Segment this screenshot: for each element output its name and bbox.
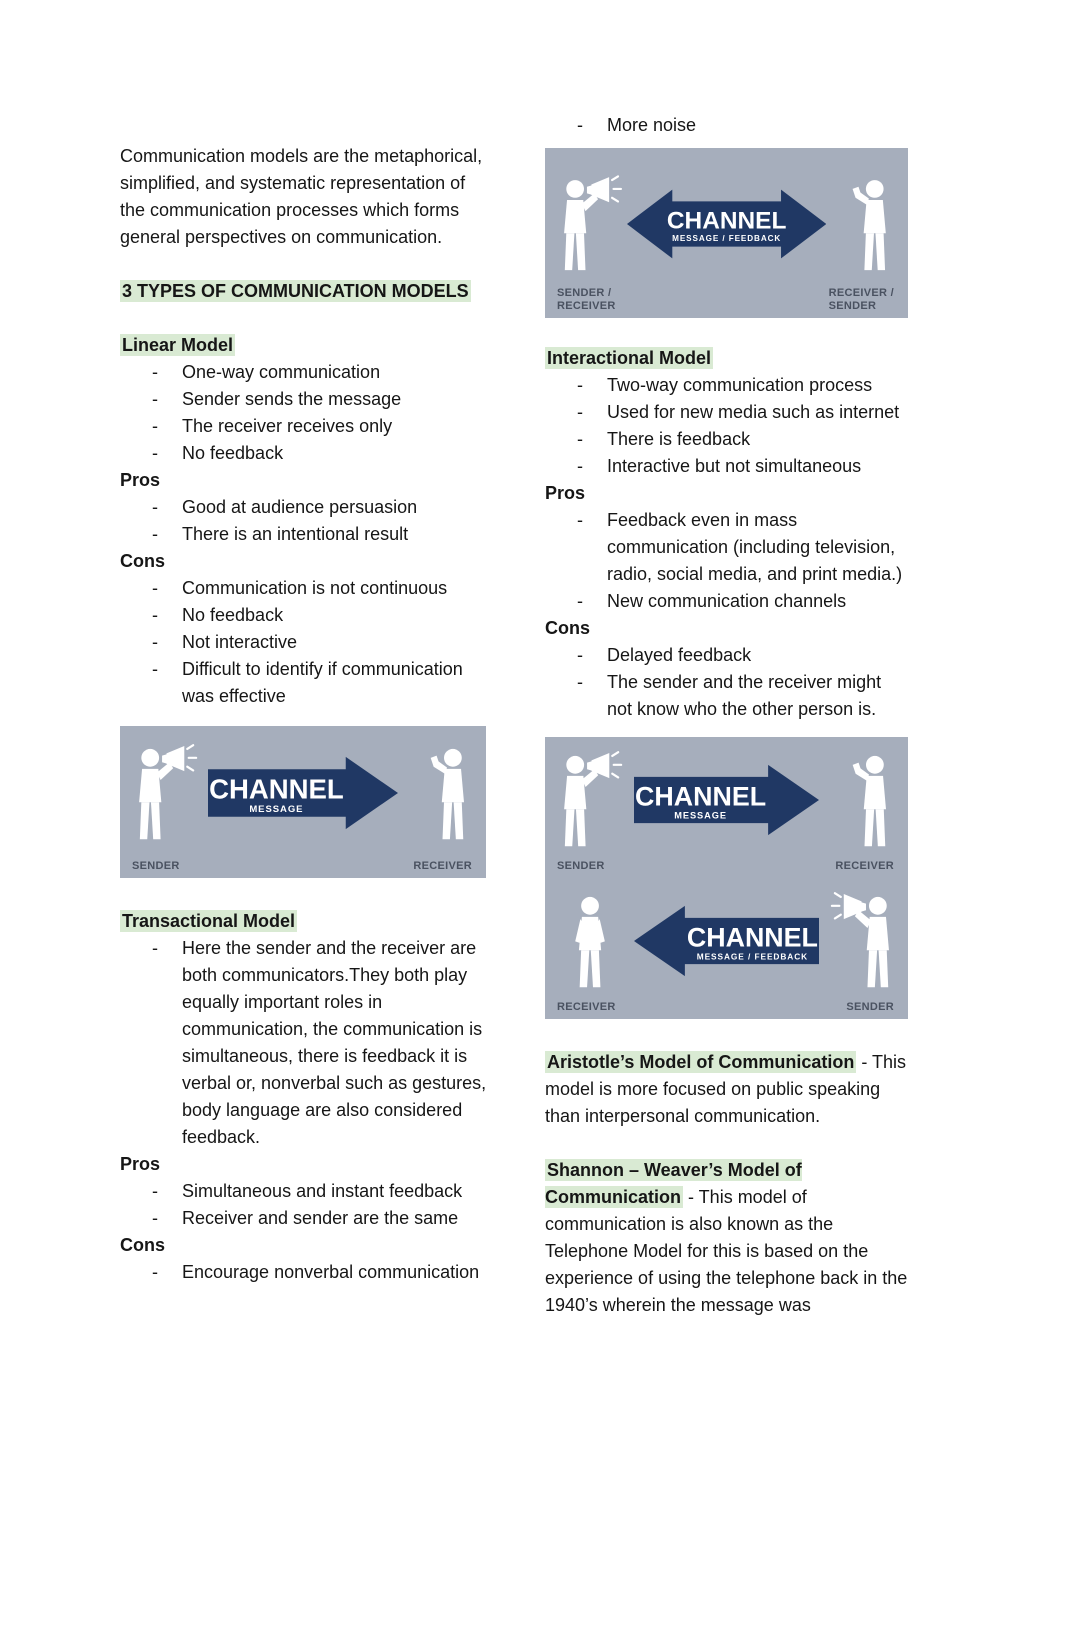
list-item: - New communication channels (545, 588, 908, 615)
list-item: - Two-way communication process (545, 372, 908, 399)
receiver-label: RECEIVER (557, 1001, 616, 1013)
linear-cons-list (120, 575, 495, 710)
list-item: - One-way communication (120, 359, 495, 386)
list-item: - Here the sender and the receiver are both communicators.They both play equally important roles in communication, the communication is simultaneous, there is feedback it is verbal or, nonverbal such as gestures, body language are also considered feedback. (120, 935, 495, 1151)
main-heading-text: 3 TYPES OF COMMUNICATION MODELS (122, 281, 469, 301)
linear-model-heading-text: Linear Model (122, 335, 234, 355)
receiver-label: RECEIVER (413, 860, 472, 872)
channel-arrow-left (634, 903, 819, 979)
interactional-pros-list (545, 507, 908, 615)
transactional-pros-label: Pros (120, 1154, 161, 1174)
sender-label: SENDER (846, 1001, 894, 1013)
transactional-bullet-list (120, 935, 495, 1151)
transactional-model-diagram (545, 148, 908, 318)
receiver-label: RECEIVER (835, 860, 894, 872)
label-line: RECEIVER (557, 300, 616, 312)
label-line: RECEIVER / (828, 287, 894, 299)
linear-model-heading (120, 332, 495, 359)
interactional-model-heading (545, 345, 908, 372)
more-noise-list (545, 112, 908, 139)
linear-model-diagram (120, 726, 486, 878)
list-item: - Encourage nonverbal communication (120, 1259, 495, 1286)
intro-paragraph: Communication models are the metaphorical, simplified, and systematic representation of the communication processes which forms general perspectives on communication. (120, 146, 483, 247)
shannon-weaver-text: - This model of communication is also known as the Telephone Model for this is based on the experience of using the telephone back in the 1940’s wherein the message was (545, 1187, 908, 1315)
channel-text: CHANNEL (666, 207, 787, 235)
list-item: - No feedback (120, 440, 495, 467)
list-item: - Not interactive (120, 629, 495, 656)
channel-text: CHANNEL (209, 773, 344, 805)
linear-diagram-row (120, 726, 486, 878)
message-text: MESSAGE (674, 810, 727, 820)
listener-figure-icon (404, 743, 478, 843)
listener-figure-icon (826, 750, 900, 850)
interactional-bullet-list (545, 372, 908, 480)
transactional-cons-label: Cons (120, 1235, 165, 1255)
channel-arrow-right (634, 762, 819, 838)
list-item: - Sender sends the message (120, 386, 495, 413)
message-feedback-text: MESSAGE / FEEDBACK (671, 234, 782, 244)
list-item: - More noise (545, 112, 908, 139)
transactional-model-heading-text: Transactional Model (122, 911, 296, 931)
speaker-figure-icon (128, 743, 202, 843)
aristotle-heading: Aristotle’s Model of Communication (547, 1052, 855, 1072)
label-line: SENDER (828, 300, 877, 312)
linear-pros-label: Pros (120, 470, 161, 490)
shannon-weaver-heading: Shannon – Weaver’s Model of Communication (545, 1160, 802, 1207)
list-item: - Feedback even in mass communication (including television, radio, social media, and print media.) (545, 507, 908, 588)
list-item: - Difficult to identify if communication was effective (120, 656, 495, 710)
interactional-bottom-row (545, 878, 908, 1019)
linear-bullet-list (120, 359, 495, 467)
interactional-model-heading-text: Interactional Model (547, 348, 712, 368)
list-item: - Good at audience persuasion (120, 494, 495, 521)
speaker-figure-icon (553, 750, 627, 850)
receiver-sender-label (829, 287, 894, 313)
interactional-top-row (545, 737, 908, 878)
sender-label: SENDER (557, 860, 605, 872)
shannon-weaver-paragraph (545, 1157, 908, 1319)
message-feedback-text: MESSAGE / FEEDBACK (696, 951, 809, 961)
listener-figure-icon (826, 171, 900, 277)
interactional-cons-list (545, 642, 908, 723)
left-column (120, 143, 495, 1286)
list-item: - Interactive but not simultaneous (545, 453, 908, 480)
linear-cons-label: Cons (120, 551, 165, 571)
list-item: - The sender and the receiver might not know who the other person is. (545, 669, 908, 723)
message-text: MESSAGE (249, 804, 304, 815)
speaker-figure-icon (826, 891, 900, 991)
list-item: - Receiver and sender are the same (120, 1205, 495, 1232)
label-line: SENDER / (557, 287, 612, 299)
list-item: - Used for new media such as internet (545, 399, 908, 426)
list-item: - Communication is not continuous (120, 575, 495, 602)
interactional-pros-label: Pros (545, 483, 586, 503)
main-heading (120, 278, 495, 305)
transactional-pros-list (120, 1178, 495, 1232)
list-item: - Simultaneous and instant feedback (120, 1178, 495, 1205)
speaker-figure-icon (553, 171, 627, 277)
list-item: - Delayed feedback (545, 642, 908, 669)
list-item: - There is an intentional result (120, 521, 495, 548)
person-figure-icon (553, 891, 627, 991)
list-item: - No feedback (120, 602, 495, 629)
transactional-cons-list (120, 1259, 495, 1286)
interactional-cons-label: Cons (545, 618, 590, 638)
interactional-model-diagram (545, 737, 908, 1019)
channel-text: CHANNEL (686, 922, 818, 953)
channel-arrow-right (208, 754, 398, 832)
aristotle-text: - This model is more focused on public speaking than interpersonal communication. (545, 1052, 907, 1126)
channel-arrow-double (627, 183, 826, 265)
list-item: - There is feedback (545, 426, 908, 453)
aristotle-paragraph (545, 1049, 908, 1130)
sender-label: SENDER (132, 860, 180, 872)
linear-pros-list (120, 494, 495, 548)
sender-receiver-label (557, 287, 616, 313)
list-item: - The receiver receives only (120, 413, 495, 440)
right-column (545, 112, 908, 1319)
channel-text: CHANNEL (635, 781, 767, 812)
transactional-model-heading (120, 908, 495, 935)
